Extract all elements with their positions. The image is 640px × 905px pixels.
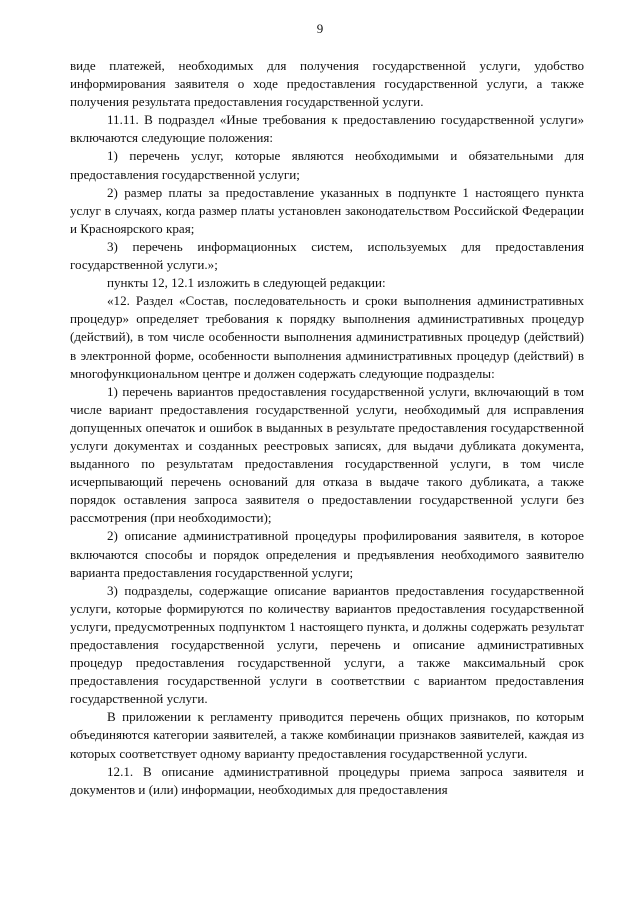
list-item-1: 1) перечень услуг, которые являются необходимыми и обязательными для предоставления государственной услуги; — [70, 148, 584, 182]
amendment-instruction: пункты 12, 12.1 изложить в следующей редакции: — [107, 275, 386, 291]
annex-paragraph: В приложении к регламенту приводится перечень общих признаков, по которым объединяются категории заявителей, а также комбинации признаков заявителей, каждая из которых соответствует одному варианту предоставления государственной услуги. — [70, 709, 584, 761]
page-number: 9 — [316, 21, 324, 36]
paragraph-12-1: 12.1. В описание административной процедуры приема запроса заявителя и документов и (или) информации, необходимых для предоставления — [70, 763, 584, 797]
paragraph-12: «12. Раздел «Состав, последовательность и сроки выполнения административных процедур» определяет требования к порядку выполнения административных процедур (действий), в том числе особенности выполнения административных процедур (действий) в электронной форме, особенности выполнения административных процедур (действий) в многофункциональном центре и должен содержать следующие подразделы: — [70, 293, 584, 381]
paragraph-12-item-3: 3) подразделы, содержащие описание вариантов предоставления государственной услуги, которые формируются по количеству вариантов предоставления государственной услуги, предусмотренных подпунктом 1 настоящего пункта, и должны содержать результат предоставления государственной услуги, перечень и описание административных процедур предоставления государственной услуги, а также максимальный срок предоставления государственной услуги в соответствии с вариантом предоставления государственной услуги. — [70, 582, 584, 707]
list-item-2: 2) размер платы за предоставление указанных в подпункте 1 настоящего пункта услуг в случаях, когда размер платы установлен законодательством Российской Федерации и Красноярского края; — [70, 184, 584, 236]
list-item-3: 3) перечень информационных систем, используемых для предоставления государственной услуги.»; — [70, 238, 584, 273]
paragraph-11-11: 11.11. В подраздел «Иные требования к предоставлению государственной услуги» включаются следующие положения: — [70, 112, 584, 146]
paragraph-continuation: виде платежей, необходимых для получения государственной услуги, удобство информирования заявителя о ходе предоставления государственной услуги, а также получения результата предоставления государственной услуги. — [70, 58, 584, 110]
paragraph-12-item-2: 2) описание административной процедуры профилирования заявителя, в которое включаются способы и порядок определения и предъявления необходимого заявителю варианта предоставления государственной услуги; — [70, 528, 584, 580]
paragraph-12-item-1: 1) перечень вариантов предоставления государственной услуги, включающий в том числе вариант предоставления государственной услуги, необходимый для исправления допущенных опечаток и ошибок в выданных в результате предоставления государственной услуги документах и созданных реестровых записях, для выдачи дубликата документа, выданного по результатам предоставления государственной услуги, в том числе исчерпывающий перечень оснований для отказа в выдаче такого дубликата, а также порядок оставления запроса заявителя о предоставлении государственной услуги без рассмотрения (при необходимости); — [70, 383, 584, 526]
body-text — [70, 57, 584, 799]
